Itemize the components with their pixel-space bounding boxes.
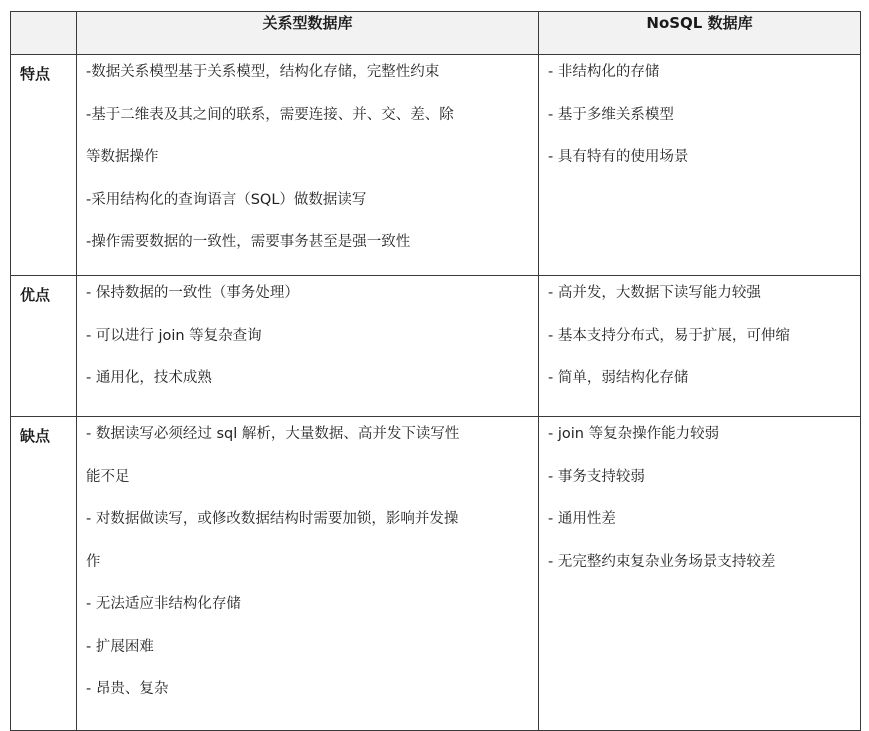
features-nosql-cell [539, 55, 861, 276]
pros-nosql-line: - 高并发，大数据下读写能力较强 [548, 285, 761, 301]
cons-relational-line: 作 [86, 553, 101, 570]
cons-nosql-line: - join 等复杂操作能力较弱 [548, 426, 720, 442]
features-nosql-line: - 基于多维关系模型 [548, 106, 674, 123]
row-label-cons: 缺点 [11, 417, 77, 731]
pros-relational-line: - 保持数据的一致性（事务处理） [86, 285, 299, 301]
pros-relational-line: - 可以进行 join 等复杂查询 [86, 327, 262, 344]
row-label-features: 特点 [11, 55, 77, 276]
pros-nosql-line: - 简单，弱结构化存储 [548, 370, 689, 386]
pros-nosql-cell [539, 276, 861, 417]
cons-nosql-line: - 通用性差 [548, 511, 616, 527]
header-relational: 关系型数据库 [77, 12, 539, 55]
header-nosql: NoSQL 数据库 [539, 12, 861, 55]
header-corner [11, 12, 77, 55]
row-pros [11, 276, 861, 417]
cons-relational-cell [77, 417, 539, 731]
cons-relational-line: - 数据读写必须经过 sql 解析，大量数据、高并发下读写性 [86, 426, 460, 442]
cons-relational-line: 能不足 [86, 468, 130, 485]
row-features [11, 55, 861, 276]
cons-nosql-line: - 无完整约束复杂业务场景支持较差 [548, 553, 776, 570]
features-relational-cell [77, 55, 539, 276]
features-relational-line: -数据关系模型基于关系模型，结构化存储，完整性约束 [86, 64, 440, 80]
features-relational-line: -操作需要数据的一致性，需要事务甚至是强一致性 [86, 234, 411, 250]
header-row [11, 12, 861, 55]
cons-relational-line: - 无法适应非结构化存储 [86, 596, 241, 612]
cons-relational-line: - 扩展困难 [86, 638, 154, 655]
row-cons [11, 417, 861, 731]
cons-relational-line: - 对数据做读写，或修改数据结构时需要加锁，影响并发操 [86, 511, 459, 527]
pros-relational-line: - 通用化，技术成熟 [86, 370, 212, 386]
features-relational-line: -基于二维表及其之间的联系，需要连接、并、交、差、除 [86, 106, 454, 123]
comparison-table [10, 11, 861, 731]
cons-nosql-cell [539, 417, 861, 731]
features-nosql-line: - 非结构化的存储 [548, 64, 660, 80]
cons-relational-line: - 昂贵、复杂 [86, 681, 169, 697]
features-nosql-line: - 具有特有的使用场景 [548, 149, 689, 165]
cons-nosql-line: - 事务支持较弱 [548, 468, 645, 485]
features-relational-line: -采用结构化的查询语言（SQL）做数据读写 [86, 191, 367, 208]
features-relational-line: 等数据操作 [86, 149, 159, 165]
row-label-pros: 优点 [11, 276, 77, 417]
pros-nosql-line: - 基本支持分布式，易于扩展，可伸缩 [548, 327, 790, 344]
pros-relational-cell [77, 276, 539, 417]
